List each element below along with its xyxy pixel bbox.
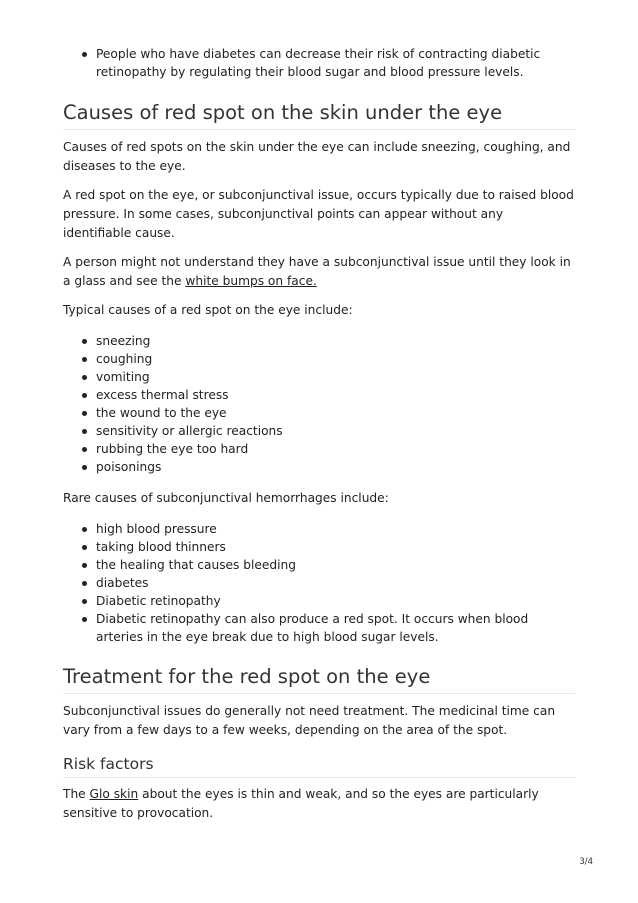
risk-paragraph-text-before: The	[63, 787, 90, 801]
list-item: Diabetic retinopathy can also produce a red spot. It occurs when blood arteries in the eye break due to high blood sugar levels.	[63, 610, 575, 646]
list-item: taking blood thinners	[63, 538, 575, 556]
typical-causes-list	[63, 332, 575, 476]
rare-causes-intro: Rare causes of subconjunctival hemorrhages include:	[63, 491, 389, 505]
risk-paragraph-text-after: about the eyes is thin and weak, and so the eyes are particularly sensitive to provocation.	[63, 787, 539, 820]
list-item: excess thermal stress	[63, 386, 575, 404]
list-item: the healing that causes bleeding	[63, 556, 575, 574]
section-heading-causes: Causes of red spot on the skin under the eye	[63, 100, 575, 130]
causes-paragraph-3	[63, 253, 575, 291]
list-item: rubbing the eye too hard	[63, 440, 575, 458]
treatment-paragraph: Subconjunctival issues do generally not need treatment. The medicinal time can vary from a few days to a few weeks, depending on the area of the spot.	[63, 704, 556, 737]
list-item: high blood pressure	[63, 520, 575, 538]
list-item: sensitivity or allergic reactions	[63, 422, 575, 440]
causes-paragraph-1: Causes of red spots on the skin under the eye can include sneezing, coughing, and diseases to the eye.	[63, 140, 571, 173]
list-item: People who have diabetes can decrease their risk of contracting diabetic retinopathy by regulating their blood sugar and blood pressure levels.	[63, 45, 575, 81]
rare-causes-list	[63, 520, 575, 646]
typical-causes-intro: Typical causes of a red spot on the eye include:	[63, 303, 353, 317]
risk-paragraph	[63, 785, 575, 823]
list-item: vomiting	[63, 368, 575, 386]
causes-paragraph-3-text: A person might not understand they have a subconjunctival issue until they look in a glass and see the	[63, 255, 571, 288]
section-heading-treatment: Treatment for the red spot on the eye	[63, 664, 575, 694]
white-bumps-link[interactable]: white bumps on face.	[185, 274, 317, 288]
list-item: the wound to the eye	[63, 404, 575, 422]
causes-paragraph-2: A red spot on the eye, or subconjunctival issue, occurs typically due to raised blood pressure. In some cases, subconjunctival points can appear without any identifiable cause.	[63, 188, 574, 240]
intro-bullet-list	[63, 45, 575, 81]
glo-skin-link[interactable]: Glo skin	[89, 787, 139, 801]
list-item: sneezing	[63, 332, 575, 350]
page-number: 3/4	[579, 857, 593, 867]
list-item: poisonings	[63, 458, 575, 476]
list-item: Diabetic retinopathy	[63, 592, 575, 610]
document-page	[63, 0, 575, 823]
section-heading-risk-factors: Risk factors	[63, 753, 575, 778]
list-item: diabetes	[63, 574, 575, 592]
list-item: coughing	[63, 350, 575, 368]
